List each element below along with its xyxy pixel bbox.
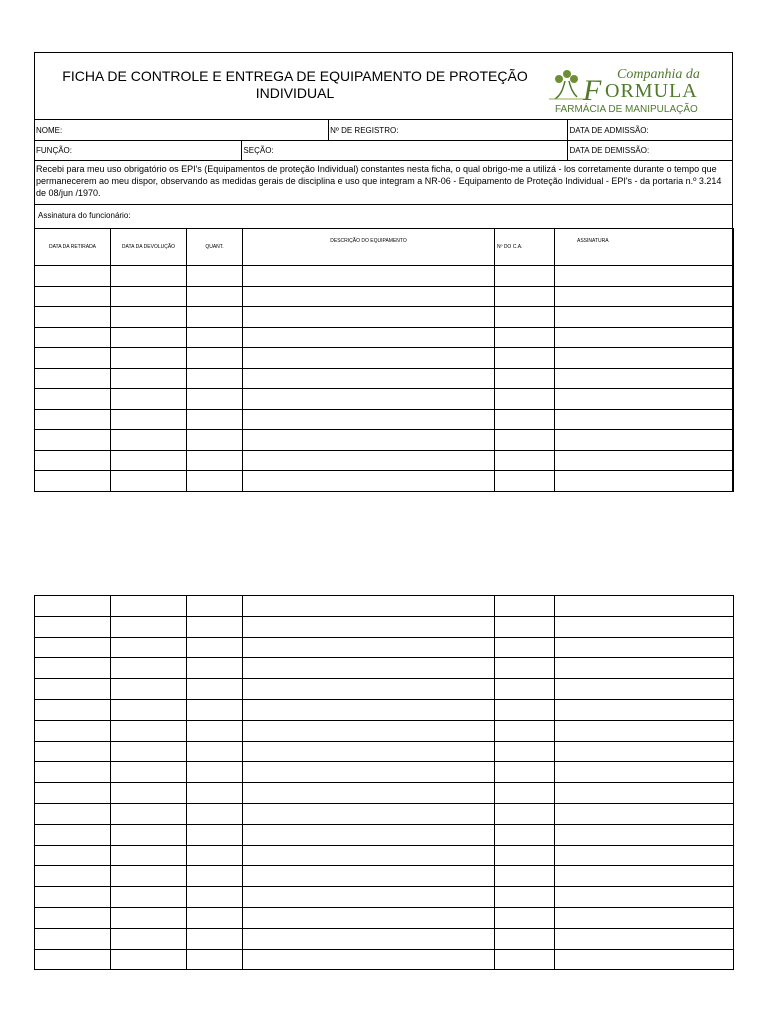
field-registro[interactable]: Nº DE REGISTRO:	[329, 120, 568, 140]
table-cell[interactable]	[111, 430, 187, 451]
table-cell[interactable]	[111, 286, 187, 307]
table-cell[interactable]	[243, 266, 495, 287]
table-cell[interactable]	[111, 637, 187, 658]
field-admissao[interactable]: DATA DE ADMISSÃO:	[569, 125, 649, 135]
table-cell[interactable]	[187, 471, 243, 492]
table-cell[interactable]	[187, 286, 243, 307]
table-cell[interactable]	[555, 679, 734, 700]
table-cell[interactable]	[495, 845, 555, 866]
table-cell[interactable]	[187, 637, 243, 658]
table-cell[interactable]	[495, 887, 555, 908]
table-row	[35, 658, 734, 679]
flower-icon	[549, 70, 587, 99]
table-cell[interactable]	[111, 949, 187, 970]
table-cell[interactable]	[555, 348, 734, 369]
table-cell[interactable]	[35, 720, 111, 741]
table-row	[35, 679, 734, 700]
table-cell[interactable]	[243, 348, 495, 369]
table-row	[35, 928, 734, 949]
field-nome[interactable]: NOME:	[35, 120, 329, 140]
table-row	[35, 471, 734, 492]
table-cell[interactable]	[35, 348, 111, 369]
table-row	[35, 887, 734, 908]
declaration-text: Recebi para meu uso obrigatório os EPI's (Equipamentos de proteção Individual) constantes nesta ficha, o qual obrigo-me a utilizá - los corretamente durante o tempo que permanecerem ao meu dispor, observando as medidas gerais de disciplina e uso que integram a NR-06 - Equipamento de Proteção Individual - EPI's - da portaria n.º 3.214 de 08/jun /1970.	[35, 161, 732, 205]
table-cell[interactable]	[495, 266, 555, 287]
table-cell[interactable]	[555, 286, 734, 307]
table-cell[interactable]	[555, 720, 734, 741]
table-cell[interactable]	[243, 887, 495, 908]
table-cell[interactable]	[187, 658, 243, 679]
table-cell[interactable]	[187, 928, 243, 949]
table-cell[interactable]	[243, 286, 495, 307]
table-cell[interactable]	[111, 845, 187, 866]
table-cell[interactable]	[111, 783, 187, 804]
table-cell[interactable]	[243, 616, 495, 637]
svg-text:ORMULA: ORMULA	[605, 80, 698, 102]
col-header-descricao: DESCRIÇÃO DO EQUIPAMENTO	[243, 229, 495, 266]
table-cell[interactable]	[187, 762, 243, 783]
table-cell[interactable]	[35, 286, 111, 307]
table-cell[interactable]	[555, 762, 734, 783]
table-cell[interactable]	[35, 845, 111, 866]
table-row	[35, 741, 734, 762]
table-cell[interactable]	[555, 699, 734, 720]
table-cell[interactable]	[495, 450, 555, 471]
form-header	[35, 53, 732, 120]
company-logo	[547, 59, 732, 115]
table-row	[35, 803, 734, 824]
table-cell[interactable]	[111, 907, 187, 928]
field-funcao[interactable]: FUNÇÃO:	[35, 141, 242, 160]
table-cell[interactable]	[243, 679, 495, 700]
table-row	[35, 845, 734, 866]
row-nome-registro-admissao	[35, 120, 732, 141]
table-cell[interactable]	[111, 348, 187, 369]
table-row	[35, 348, 734, 369]
table-cell[interactable]	[495, 949, 555, 970]
table-row	[35, 286, 734, 307]
table-cell[interactable]	[495, 907, 555, 928]
table-cell[interactable]	[555, 389, 734, 410]
table-cell[interactable]	[187, 907, 243, 928]
table-cell[interactable]	[243, 389, 495, 410]
table-row	[35, 266, 734, 287]
table-cell[interactable]	[243, 307, 495, 328]
table-cell[interactable]	[243, 907, 495, 928]
field-demissao[interactable]: DATA DE DEMISSÃO:	[569, 146, 650, 155]
table-cell[interactable]	[187, 430, 243, 451]
table-cell[interactable]	[187, 409, 243, 430]
table-cell[interactable]	[35, 430, 111, 451]
table-cell[interactable]	[555, 949, 734, 970]
table-cell[interactable]	[555, 741, 734, 762]
table-cell[interactable]	[187, 720, 243, 741]
table-cell[interactable]	[243, 699, 495, 720]
table-cell[interactable]	[187, 450, 243, 471]
table-cell[interactable]	[495, 679, 555, 700]
table-cell[interactable]	[495, 368, 555, 389]
table-cell[interactable]	[555, 907, 734, 928]
table-cell[interactable]	[35, 741, 111, 762]
table-cell[interactable]	[111, 803, 187, 824]
table-cell[interactable]	[187, 741, 243, 762]
table-row	[35, 783, 734, 804]
table-cell[interactable]	[187, 887, 243, 908]
table-cell[interactable]	[111, 616, 187, 637]
table-cell[interactable]	[555, 658, 734, 679]
table-cell[interactable]	[111, 450, 187, 471]
table-row	[35, 368, 734, 389]
table-cell[interactable]	[495, 409, 555, 430]
table-cell[interactable]	[35, 471, 111, 492]
table-cell[interactable]	[187, 327, 243, 348]
table-cell[interactable]	[495, 327, 555, 348]
table-cell[interactable]	[495, 637, 555, 658]
table-cell[interactable]	[243, 824, 495, 845]
table-cell[interactable]	[555, 803, 734, 824]
table-cell[interactable]	[35, 803, 111, 824]
table-row	[35, 866, 734, 887]
table-cell[interactable]	[555, 266, 734, 287]
table-cell[interactable]	[35, 907, 111, 928]
table-cell[interactable]	[495, 389, 555, 410]
table-cell[interactable]	[187, 307, 243, 328]
table-row	[35, 596, 734, 617]
table-row	[35, 327, 734, 348]
table-cell[interactable]	[111, 928, 187, 949]
table-cell[interactable]	[187, 679, 243, 700]
table-cell[interactable]	[555, 430, 734, 451]
table-cell[interactable]	[187, 389, 243, 410]
table-row	[35, 450, 734, 471]
table-cell[interactable]	[495, 720, 555, 741]
table-cell[interactable]	[111, 824, 187, 845]
table-cell[interactable]	[35, 327, 111, 348]
table-cell[interactable]	[555, 783, 734, 804]
table-cell[interactable]	[35, 389, 111, 410]
table-cell[interactable]	[495, 658, 555, 679]
table-cell[interactable]	[111, 866, 187, 887]
table-cell[interactable]	[495, 783, 555, 804]
table-cell[interactable]	[35, 783, 111, 804]
table-cell[interactable]	[243, 762, 495, 783]
table-cell[interactable]	[495, 430, 555, 451]
table-cell[interactable]	[187, 949, 243, 970]
table-cell[interactable]	[555, 327, 734, 348]
table-cell[interactable]	[187, 368, 243, 389]
table-cell[interactable]	[35, 866, 111, 887]
table-cell[interactable]	[111, 762, 187, 783]
table-cell[interactable]	[495, 596, 555, 617]
table-cell[interactable]	[187, 699, 243, 720]
table-cell[interactable]	[555, 887, 734, 908]
table-row	[35, 699, 734, 720]
table-cell[interactable]	[35, 679, 111, 700]
table-row	[35, 430, 734, 451]
table-cell[interactable]	[187, 266, 243, 287]
table-cell[interactable]	[243, 866, 495, 887]
table-row	[35, 824, 734, 845]
col-header-ca: Nº DO C.A.	[495, 229, 555, 266]
table-cell[interactable]	[111, 658, 187, 679]
table-cell[interactable]	[187, 845, 243, 866]
table-cell[interactable]	[495, 286, 555, 307]
table-cell[interactable]	[495, 866, 555, 887]
table-cell[interactable]	[555, 450, 734, 471]
table-row	[35, 637, 734, 658]
table-cell[interactable]	[35, 266, 111, 287]
table-row	[35, 762, 734, 783]
table-cell[interactable]	[187, 616, 243, 637]
table-row	[35, 907, 734, 928]
table-cell[interactable]	[243, 430, 495, 451]
signature-label[interactable]: Assinatura do funcionário:	[35, 205, 732, 229]
table-cell[interactable]	[243, 658, 495, 679]
table-cell[interactable]	[495, 741, 555, 762]
table-cell[interactable]	[111, 887, 187, 908]
table-cell[interactable]	[495, 348, 555, 369]
table-cell[interactable]	[555, 845, 734, 866]
table-cell[interactable]	[495, 824, 555, 845]
col-header-retirada: DATA DA RETIRADA	[35, 229, 111, 266]
table-cell[interactable]	[495, 762, 555, 783]
table-cell[interactable]	[555, 307, 734, 328]
col-header-quant: QUANT.	[187, 229, 243, 266]
table-row	[35, 616, 734, 637]
table-cell[interactable]	[35, 368, 111, 389]
table-cell[interactable]	[187, 824, 243, 845]
table-cell[interactable]	[555, 616, 734, 637]
form-title: FICHA DE CONTROLE E ENTREGA DE EQUIPAMENTO DE PROTEÇÃO INDIVIDUAL	[62, 68, 528, 101]
table-cell[interactable]	[35, 409, 111, 430]
table-cell[interactable]	[35, 450, 111, 471]
table-cell[interactable]	[243, 741, 495, 762]
col-header-assinatura: ASSINATURA	[555, 229, 734, 266]
table-cell[interactable]	[243, 720, 495, 741]
table-cell[interactable]	[187, 348, 243, 369]
table-cell[interactable]	[555, 471, 734, 492]
table-cell[interactable]	[111, 596, 187, 617]
epi-form	[34, 52, 733, 492]
field-secao[interactable]: SEÇÃO:	[242, 141, 568, 160]
table-cell[interactable]	[555, 409, 734, 430]
delivery-table	[34, 228, 734, 492]
table-cell[interactable]	[555, 637, 734, 658]
table-cell[interactable]	[35, 824, 111, 845]
delivery-table-continued	[34, 595, 734, 970]
table-cell[interactable]	[111, 720, 187, 741]
table-cell[interactable]	[111, 266, 187, 287]
table-cell[interactable]	[187, 803, 243, 824]
table-cell[interactable]	[495, 471, 555, 492]
table-cell[interactable]	[111, 368, 187, 389]
table-cell[interactable]	[111, 699, 187, 720]
table-cell[interactable]	[187, 866, 243, 887]
table-cell[interactable]	[495, 616, 555, 637]
table-cell[interactable]	[35, 762, 111, 783]
table-cell[interactable]	[243, 803, 495, 824]
table-cell[interactable]	[35, 637, 111, 658]
table-cell[interactable]	[555, 596, 734, 617]
table-cell[interactable]	[187, 596, 243, 617]
table-cell[interactable]	[555, 824, 734, 845]
table-cell[interactable]	[243, 368, 495, 389]
table-cell[interactable]	[187, 783, 243, 804]
table-row	[35, 307, 734, 328]
table-cell[interactable]	[35, 699, 111, 720]
table-cell[interactable]	[35, 887, 111, 908]
table-cell[interactable]	[495, 928, 555, 949]
table-cell[interactable]	[495, 699, 555, 720]
row-funcao-secao-demissao	[35, 141, 732, 161]
table-cell[interactable]	[243, 450, 495, 471]
table-cell[interactable]	[111, 471, 187, 492]
table-cell[interactable]	[243, 928, 495, 949]
table-cell[interactable]	[243, 327, 495, 348]
table-row	[35, 720, 734, 741]
table-cell[interactable]	[111, 409, 187, 430]
table-cell[interactable]	[111, 389, 187, 410]
table-cell[interactable]	[35, 596, 111, 617]
table-cell[interactable]	[555, 866, 734, 887]
table-cell[interactable]	[111, 307, 187, 328]
table-header-row	[35, 229, 734, 266]
table-cell[interactable]	[243, 949, 495, 970]
table-cell[interactable]	[243, 471, 495, 492]
table-cell[interactable]	[495, 803, 555, 824]
table-cell[interactable]	[111, 741, 187, 762]
table-cell[interactable]	[243, 409, 495, 430]
table-cell[interactable]	[243, 783, 495, 804]
table-cell[interactable]	[111, 327, 187, 348]
table-row	[35, 389, 734, 410]
table-cell[interactable]	[495, 307, 555, 328]
table-cell[interactable]	[35, 658, 111, 679]
table-cell[interactable]	[35, 307, 111, 328]
table-cell[interactable]	[35, 616, 111, 637]
table-cell[interactable]	[111, 679, 187, 700]
table-row	[35, 409, 734, 430]
table-cell[interactable]	[243, 845, 495, 866]
svg-text:F: F	[583, 74, 602, 107]
table-cell[interactable]	[35, 928, 111, 949]
table-row	[35, 949, 734, 970]
svg-text:Companhia da: Companhia da	[617, 67, 700, 82]
table-cell[interactable]	[555, 928, 734, 949]
table-cell[interactable]	[243, 596, 495, 617]
table-cell[interactable]	[555, 368, 734, 389]
table-cell[interactable]	[35, 949, 111, 970]
table-cell[interactable]	[243, 637, 495, 658]
col-header-devolucao: DATA DA DEVOLUÇÃO	[111, 229, 187, 266]
svg-text:FARMÁCIA DE MANIPULAÇÃO: FARMÁCIA DE MANIPULAÇÃO	[555, 104, 698, 115]
